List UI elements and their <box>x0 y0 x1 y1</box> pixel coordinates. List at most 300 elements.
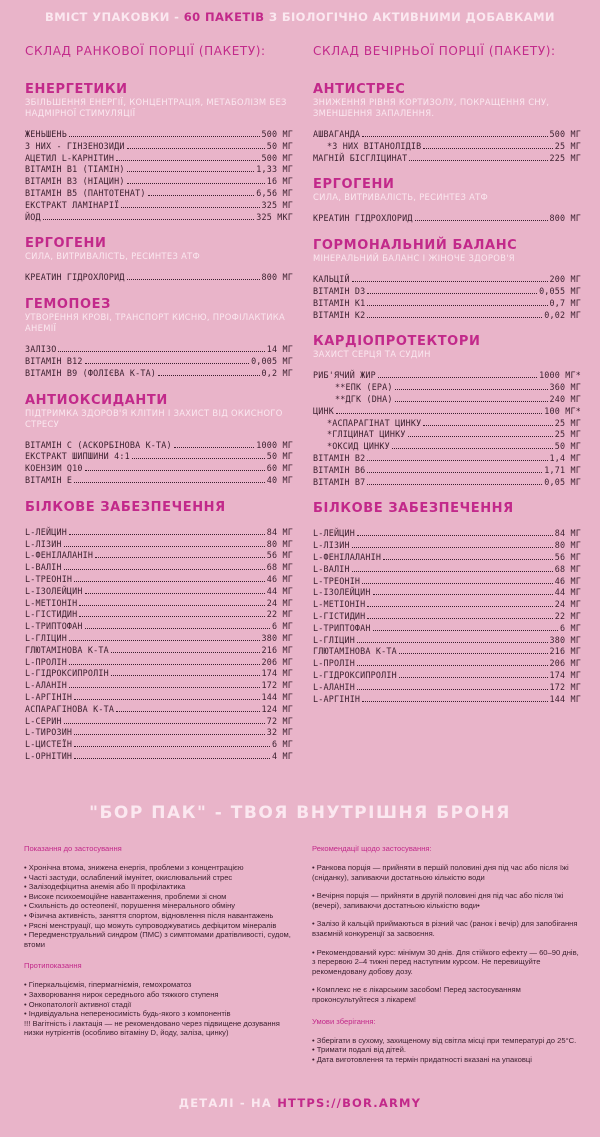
ingredient-name: ЖЕНЬШЕНЬ <box>25 129 67 139</box>
info-item: • Тримати подалі від дітей. <box>312 1045 406 1055</box>
section-subtitle: ЗАХИСТ СЕРЦЯ ТА СУДИН <box>313 349 431 360</box>
section-subtitle: ЗНИЖЕННЯ РІВНЯ КОРТИЗОЛУ, ПОКРАЩЕННЯ СНУ, ЗМЕНШЕННЯ ЗАПАЛЕННЯ. <box>313 97 550 118</box>
dot-leader <box>367 317 542 318</box>
ingredient-name: ВІТАМІН К2 <box>313 309 366 320</box>
ingredient-name: ВІТАМІН ВЗ (НІАЦИН) <box>25 176 125 187</box>
ingredient-value: 84 МГ <box>266 526 293 537</box>
ingredient-row <box>25 188 293 200</box>
dot-leader <box>74 746 270 747</box>
ingredient-row <box>25 574 293 586</box>
ingredient-name: *АСПАРАГІНАТ ЦИНКУ <box>327 417 422 428</box>
ingredient-row <box>25 272 293 284</box>
ingredient-row <box>25 739 293 751</box>
ingredient-row <box>313 310 581 322</box>
section-subtitle: СИЛА, ВИТРИВАЛІСТЬ, РЕСИНТЕЗ АТФ <box>25 251 201 262</box>
dot-leader <box>352 571 553 572</box>
section <box>25 82 293 223</box>
ingredient-row <box>25 657 293 669</box>
ingredient-name: ВІТАМІН В12 <box>25 355 83 366</box>
ingredient-value: 50 МГ <box>554 441 581 452</box>
dot-leader <box>423 425 552 426</box>
ingredient-value: 172 МГ <box>261 680 293 691</box>
dot-leader <box>367 293 537 294</box>
dot-leader <box>367 484 542 485</box>
dot-leader <box>74 581 265 582</box>
section-title: ЕРГОГЕНИ <box>313 177 395 193</box>
dot-leader <box>362 136 547 137</box>
ingredient-row <box>25 609 293 621</box>
ingredient-row <box>313 587 581 599</box>
ingredient-value: 144 МГ <box>261 691 293 702</box>
dot-leader <box>74 734 265 735</box>
ingredient-name: L-ГІСТИДИН <box>25 609 78 620</box>
ingredient-row <box>25 598 293 610</box>
ingredient-value: 44 МГ <box>554 587 581 598</box>
ingredient-row <box>25 550 293 562</box>
morning-sections <box>25 82 293 763</box>
dot-leader <box>58 351 264 352</box>
dot-leader <box>373 594 553 595</box>
dot-leader <box>395 401 548 402</box>
ingredient-row <box>313 441 581 453</box>
dot-leader <box>395 389 548 390</box>
ingredient-row <box>25 704 293 716</box>
info-item: • Фізична активність, заняття спортом, відновлення після навантажень <box>24 910 274 920</box>
dot-leader <box>367 606 552 607</box>
ingredient-row <box>25 645 293 657</box>
ingredient-value: 46 МГ <box>266 573 293 584</box>
dot-leader <box>127 183 265 184</box>
ingredient-value: 325 МКГ <box>256 211 293 222</box>
dot-leader <box>116 711 259 712</box>
section-title: ЕНЕРГЕТИКИ <box>25 82 128 97</box>
dot-leader <box>352 281 548 282</box>
section-title: ГЕМОПОЕЗ <box>25 297 111 313</box>
ingredient-value: 46 МГ <box>554 575 581 586</box>
dot-leader <box>378 377 537 378</box>
ingredient-name: L-АЛАНІН <box>25 680 67 691</box>
morning-column <box>25 44 293 776</box>
dot-leader <box>383 559 553 560</box>
storage-title: Умови зберігання: <box>312 1016 376 1026</box>
ingredient-value: 0,05 МГ <box>544 476 581 487</box>
contraindications-list <box>24 980 296 1038</box>
ingredient-row <box>313 153 581 165</box>
ingredient-row <box>313 429 581 441</box>
title-part-2: З БІОЛОГІЧНО АКТИВНИМИ ДОБАВКАМИ <box>264 10 555 24</box>
dot-leader <box>408 436 553 437</box>
dot-leader <box>85 628 270 629</box>
ingredient-value: 72 МГ <box>266 715 293 726</box>
ingredient-name: L-ГЛІЦИН <box>313 634 355 645</box>
dot-leader <box>85 363 249 364</box>
ingredient-name: АСПАРАГІНОВА К-ТА <box>25 703 115 714</box>
ingredient-row <box>25 727 293 739</box>
ingredient-row <box>313 635 581 647</box>
section <box>25 297 293 379</box>
ingredient-name: L-ГЛІЦИН <box>25 632 67 643</box>
ingredient-name: L-ВАЛІН <box>25 562 62 573</box>
ingredient-name: ВІТАМІН В5 (ПАНТОТЕНАТ) <box>25 187 146 198</box>
section-title: КАРДІОПРОТЕКТОРИ <box>313 334 481 350</box>
dot-leader <box>336 413 542 414</box>
ingredient-row <box>25 475 293 487</box>
ingredient-value: 25 МГ <box>554 429 581 440</box>
section <box>25 236 293 284</box>
ingredient-row <box>313 611 581 623</box>
ingredient-name: РИБ'ЯЧИЙ ЖИР <box>313 370 376 381</box>
section-title: АНТИСТРЕС <box>313 82 406 97</box>
ingredient-name: L-ЛІЗИН <box>25 538 62 549</box>
indications-list <box>24 863 296 949</box>
info-item: • Онкопатології активної стадії <box>24 999 132 1009</box>
ingredient-row <box>25 141 293 153</box>
section-title: БІЛКОВЕ ЗАБЕЗПЕЧЕННЯ <box>313 501 514 517</box>
ingredient-row <box>25 164 293 176</box>
ingredient-row <box>25 692 293 704</box>
info-item: • Високе психоемоційне навантаження, проблеми зі сном <box>24 891 227 901</box>
ingredient-name: КРЕАТИН ГІДРОХЛОРИД <box>313 213 413 224</box>
dot-leader <box>174 447 255 448</box>
ingredient-value: 1,71 МГ <box>544 464 581 475</box>
ingredient-value: 24 МГ <box>554 599 581 610</box>
ingredient-row <box>25 129 293 141</box>
ingredient-row <box>25 463 293 475</box>
ingredient-row <box>313 540 581 552</box>
info-item: • Зберігати в сухому, захищеному від світла місці при температурі до 25°C. <box>312 1035 577 1045</box>
dot-leader <box>127 279 260 280</box>
ingredient-name: L-ГІДРОКСИПРОЛІН <box>25 668 109 679</box>
dot-leader <box>69 664 260 665</box>
ingredient-row <box>25 440 293 452</box>
ingredient-row <box>25 153 293 165</box>
ingredient-row <box>25 344 293 356</box>
ingredient-name: L-ЛЕЙЦИН <box>25 526 67 537</box>
dot-leader <box>69 687 260 688</box>
ingredient-name: ВІТАМІН В9 (ФОЛІЄВА К-ТА) <box>25 367 157 378</box>
page-title <box>0 10 600 24</box>
ingredient-value: 1000 МГ <box>256 439 293 450</box>
info-item: • Вечірня порція — прийняти в другій половині дня під час або після їжі (вечері), запиваючи достатньою кількістю води• <box>312 891 564 910</box>
ingredient-name: L-ФЕНІЛАЛАНІН <box>313 551 382 562</box>
ingredient-name: *З НИХ ВІТАНОЛІДІВ <box>327 140 422 151</box>
ingredient-value: 22 МГ <box>266 609 293 620</box>
ingredient-value: 0,2 МГ <box>261 367 293 378</box>
ingredient-name: ВІТАМІН С (АСКОРБІНОВА К-ТА) <box>25 439 172 450</box>
dot-leader <box>69 534 265 535</box>
ingredient-row <box>25 751 293 763</box>
info-item: • Передменструальний синдром (ПМС) з симптомами дратівливості, судом, втоми <box>24 930 291 949</box>
ingredient-value: 500 МГ <box>549 129 581 139</box>
ingredient-value: 225 МГ <box>549 152 581 163</box>
indications-title: Показання до застосування <box>24 844 122 853</box>
dot-leader <box>64 569 265 570</box>
dot-leader <box>116 160 259 161</box>
ingredient-name: ВІТАМІН В2 <box>313 452 366 463</box>
ingredient-value: 14 МГ <box>266 344 293 355</box>
ingredient-name: З НИХ - ГІНЗЕНОЗИДИ <box>25 140 125 151</box>
ingredient-row <box>25 539 293 551</box>
dot-leader <box>111 652 260 653</box>
ingredient-value: 4 МГ <box>272 750 293 761</box>
ingredient-value: 216 МГ <box>261 644 293 655</box>
ingredient-row <box>313 465 581 477</box>
ingredient-name: ЙОД <box>25 211 41 222</box>
dot-leader <box>423 148 552 149</box>
info-item: • Рясні менструації, що можуть супроводжуватись дефіцитом мінералів <box>24 920 277 930</box>
section <box>313 501 581 705</box>
ingredient-row <box>313 646 581 658</box>
ingredient-row <box>313 141 581 153</box>
ingredient-row <box>313 394 581 406</box>
ingredient-name: L-ТРИПТОФАН <box>25 621 83 632</box>
slogan: "БОР ПАК" - ТВОЯ ВНУТРІШНЯ БРОНЯ <box>89 803 511 823</box>
ingredient-value: 60 МГ <box>266 463 293 474</box>
ingredient-row <box>25 633 293 645</box>
ingredient-name: *ОКСИД ЦИНКУ <box>327 441 390 452</box>
ingredient-value: 380 МГ <box>549 634 581 645</box>
evening-sections <box>313 82 581 705</box>
ingredient-row <box>313 370 581 382</box>
ingredient-name: L-ТРИПТОФАН <box>313 622 371 633</box>
ingredient-row <box>313 418 581 430</box>
ingredient-name: L-ТРЕОНІН <box>25 573 73 584</box>
ingredient-row <box>25 668 293 680</box>
ingredient-value: 56 МГ <box>554 551 581 562</box>
section <box>313 177 581 225</box>
dot-leader <box>121 207 259 208</box>
ingredient-row <box>25 716 293 728</box>
ingredient-row <box>313 576 581 588</box>
ingredient-row <box>25 451 293 463</box>
dot-leader <box>69 136 260 137</box>
ingredient-value: 32 МГ <box>266 727 293 738</box>
info-item: • Рекомендований курс: мінімум 30 днів. Для стійкого ефекту — 60–90 днів, з перервою 2–4 тижні перед наступним курсом. Не перевищуйте рекомендовану добову дозу. <box>312 947 579 976</box>
dot-leader <box>367 305 547 306</box>
ingredient-name: L-СЕРИН <box>25 715 62 726</box>
dot-leader <box>85 593 265 594</box>
ingredient-row <box>313 564 581 576</box>
ingredient-value: 100 МГ* <box>544 405 581 416</box>
ingredient-value: 6,56 МГ <box>256 187 293 198</box>
ingredient-name: ЦИНК <box>313 405 334 416</box>
info-item: • Гіперкальціємія, гіпермагніємія, гемохроматоз <box>24 980 192 990</box>
ingredient-name: **ЕПК (ЕРА) <box>335 382 393 393</box>
ingredient-row <box>25 680 293 692</box>
ingredient-value: 0,7 МГ <box>549 297 581 308</box>
dot-leader <box>357 689 548 690</box>
ingredient-name: L-ІЗОЛЕЙЦИН <box>25 585 83 596</box>
ingredient-value: 44 МГ <box>266 585 293 596</box>
info-left <box>24 842 296 1038</box>
ingredient-row <box>313 382 581 394</box>
ingredient-name: L-ПРОЛІН <box>313 658 355 669</box>
ingredient-row <box>313 298 581 310</box>
dot-leader <box>392 448 553 449</box>
ingredient-row <box>313 286 581 298</box>
ingredient-value: 80 МГ <box>266 538 293 549</box>
section-subtitle: ЗБІЛЬШЕННЯ ЕНЕРГІЇ, КОНЦЕНТРАЦІЯ, МЕТАБОЛІЗМ БЕЗ НАДМІРНОЇ СТИМУЛЯЦІЇ <box>25 97 287 118</box>
ingredient-value: 206 МГ <box>549 658 581 669</box>
ingredient-value: 25 МГ <box>554 417 581 428</box>
ingredient-row <box>25 527 293 539</box>
morning-column-title: СКЛАД РАНКОВОЇ ПОРЦІЇ (ПАКЕТУ): <box>25 44 266 58</box>
storage-list <box>312 1036 584 1065</box>
section <box>313 82 581 164</box>
ingredient-name: L-ВАЛІН <box>313 563 350 574</box>
ingredient-value: 216 МГ <box>549 646 581 657</box>
ingredient-value: 800 МГ <box>549 213 581 224</box>
dot-leader <box>127 171 255 172</box>
ingredient-name: ВІТАМІН В1 (ТІАМІН) <box>25 164 125 175</box>
ingredient-name: ГЛЮТАМІНОВА К-ТА <box>313 646 397 657</box>
section <box>25 393 293 487</box>
ingredient-row <box>313 623 581 635</box>
ingredient-value: 80 МГ <box>554 540 581 551</box>
ingredient-name: КОЕНЗИМ Q10 <box>25 463 83 474</box>
ingredient-row <box>313 599 581 611</box>
section <box>313 334 581 488</box>
dot-leader <box>74 699 259 700</box>
ingredient-row <box>313 658 581 670</box>
dot-leader <box>79 605 264 606</box>
ingredient-row <box>25 356 293 368</box>
ingredient-row <box>313 477 581 489</box>
ingredient-row <box>313 213 581 225</box>
ingredient-value: 360 МГ <box>549 382 581 393</box>
info-right <box>312 842 584 1064</box>
footer <box>0 1096 600 1110</box>
ingredient-name: L-АРГІНІН <box>313 693 361 704</box>
ingredient-name: L-ТРЕОНІН <box>313 575 361 586</box>
ingredient-name: ВІТАМІН К1 <box>313 297 366 308</box>
section-subtitle: ПІДТРИМКА ЗДОРОВ'Я КЛІТИН І ЗАХИСТ ВІД ОКИСНОГО СТРЕСУ <box>25 407 283 429</box>
dot-leader <box>357 535 553 536</box>
ingredient-name: ГЛЮТАМІНОВА К-ТА <box>25 644 109 655</box>
info-item: • Ранкова порція — прийняти в першій половині дня під час або після їжі (сніданку), запиваючи достатньою кількістю води <box>312 863 569 882</box>
section <box>25 500 293 763</box>
dot-leader <box>362 583 553 584</box>
info-item: !!! Вагітність і лактація — не рекомендовано через підвищене дозування низки нутрієнтів (особливо вітаміну D, йоду, заліза, цинку) <box>24 1018 280 1038</box>
ingredient-row <box>313 552 581 564</box>
ingredient-name: КРЕАТИН ГІДРОХЛОРИД <box>25 272 125 283</box>
ingredient-value: 84 МГ <box>554 528 581 539</box>
section-subtitle: МІНЕРАЛЬНИЙ БАЛАНС І ЖІНОЧЕ ЗДОРОВ'Я <box>313 253 515 264</box>
footer-prefix: ДЕТАЛІ - НА <box>178 1096 278 1110</box>
dot-leader <box>148 195 255 196</box>
ingredient-value: 24 МГ <box>266 597 293 608</box>
info-item: • Залізо й кальцій приймаються в різний час (ранок і вечір) для запобігання взаємній конкуренції за засвоєння. <box>312 919 578 938</box>
info-item: • Часті застуди, ослаблений імунітет, окислювальний стрес <box>24 872 233 882</box>
ingredient-value: 325 МГ <box>261 199 293 210</box>
info-item: • Хронічна втома, знижена енергія, проблеми з концентрацією <box>24 863 244 872</box>
section-title: ЕРГОГЕНИ <box>25 236 107 252</box>
ingredient-value: 56 МГ <box>266 550 293 561</box>
ingredient-value: 800 МГ <box>261 272 293 283</box>
dot-leader <box>158 375 259 376</box>
ingredient-name: L-ОРНІТИН <box>25 750 73 761</box>
section-title: БІЛКОВЕ ЗАБЕЗПЕЧЕННЯ <box>25 499 226 515</box>
ingredient-row <box>25 621 293 633</box>
info-item: • Захворювання нирок середнього або тяжкого ступеня <box>24 989 219 999</box>
ingredient-name: *ГЛІЦИНАТ ЦИНКУ <box>327 429 406 440</box>
ingredient-value: 172 МГ <box>549 681 581 692</box>
ingredient-name: ВІТАМІН В7 <box>313 476 366 487</box>
ingredient-value: 22 МГ <box>554 610 581 621</box>
ingredient-value: 200 МГ <box>549 274 581 285</box>
dot-leader <box>367 472 542 473</box>
contraindications-title: Протипоказання <box>24 961 82 971</box>
ingredient-name: АЦЕТИЛ L-КАРНІТИН <box>25 152 115 163</box>
ingredient-name: **ДГК (DHA) <box>335 393 393 404</box>
dot-leader <box>357 665 548 666</box>
ingredient-name: ЗАЛІЗО <box>25 344 57 355</box>
ingredient-value: 6 МГ <box>272 739 293 750</box>
info-item: • Індивідуальна непереносимість будь-якого з компонентів <box>24 1009 231 1019</box>
ingredient-value: 500 МГ <box>261 129 293 139</box>
title-highlight: 60 ПАКЕТІВ <box>183 10 265 24</box>
dot-leader <box>367 618 552 619</box>
recommendations-title: Рекомендації щодо застосування: <box>312 844 432 853</box>
ingredient-name: ВІТАМІН Е <box>25 474 73 485</box>
ingredient-row <box>313 453 581 465</box>
ingredient-name: L-АЛАНІН <box>313 681 355 692</box>
ingredient-row <box>313 528 581 540</box>
title-part-1: ВМІСТ УПАКОВКИ - <box>45 10 184 24</box>
ingredient-row <box>25 586 293 598</box>
ingredient-value: 1,33 МГ <box>256 164 293 175</box>
ingredient-row <box>313 682 581 694</box>
ingredient-name: ЕКСТРАКТ ЛАМІНАРІЇ <box>25 199 120 210</box>
info-item: • Дата виготовлення та термін придатності вказані на упаковці <box>312 1054 532 1064</box>
ingredient-name: L-МЕТІОНІН <box>313 599 366 610</box>
ingredient-value: 206 МГ <box>261 656 293 667</box>
dot-leader <box>64 546 265 547</box>
ingredient-value: 144 МГ <box>549 693 581 704</box>
ingredient-value: 0,02 МГ <box>544 309 581 320</box>
section-subtitle: УТВОРЕННЯ КРОВІ, ТРАНСПОРТ КИСНЮ, ПРОФІЛАКТИКА АНЕМІЇ <box>25 312 286 334</box>
ingredient-name: L-ЛЕЙЦИН <box>313 528 355 539</box>
evening-column-title: СКЛАД ВЕЧІРНЬОЇ ПОРЦІЇ (ПАКЕТУ): <box>313 44 556 58</box>
section-title: АНТИОКСИДАНТИ <box>25 392 168 408</box>
dot-leader <box>85 470 265 471</box>
dot-leader <box>43 219 255 220</box>
dot-leader <box>367 460 547 461</box>
ingredient-value: 174 МГ <box>549 669 581 680</box>
ingredient-value: 124 МГ <box>261 703 293 714</box>
evening-column <box>313 44 581 718</box>
dot-leader <box>79 616 264 617</box>
info-item: • Схильність до остеопенії, порушення мінерального обміну <box>24 901 236 911</box>
ingredient-row <box>313 274 581 286</box>
ingredient-value: 25 МГ <box>554 140 581 151</box>
ingredient-value: 50 МГ <box>266 140 293 151</box>
ingredient-row <box>25 176 293 188</box>
ingredient-row <box>25 562 293 574</box>
ingredient-name: МАГНІЙ БІСГЛІЦИНАТ <box>313 152 408 163</box>
ingredient-name: L-АРГІНІН <box>25 691 73 702</box>
ingredient-value: 40 МГ <box>266 474 293 485</box>
recommendations-list <box>312 863 584 1005</box>
ingredient-row <box>25 200 293 212</box>
dot-leader <box>357 642 548 643</box>
ingredient-name: L-ЦИСТЕЇН <box>25 739 73 750</box>
dot-leader <box>362 701 547 702</box>
ingredient-name: L-ІЗОЛЕЙЦИН <box>313 587 371 598</box>
info-item: • Комплекс не є лікарським засобом! Перед застосуванням проконсультуйтеся з лікарем! <box>312 985 521 1004</box>
footer-link[interactable]: HTTPS://BOR.ARMY <box>277 1096 422 1110</box>
dot-leader <box>69 640 260 641</box>
